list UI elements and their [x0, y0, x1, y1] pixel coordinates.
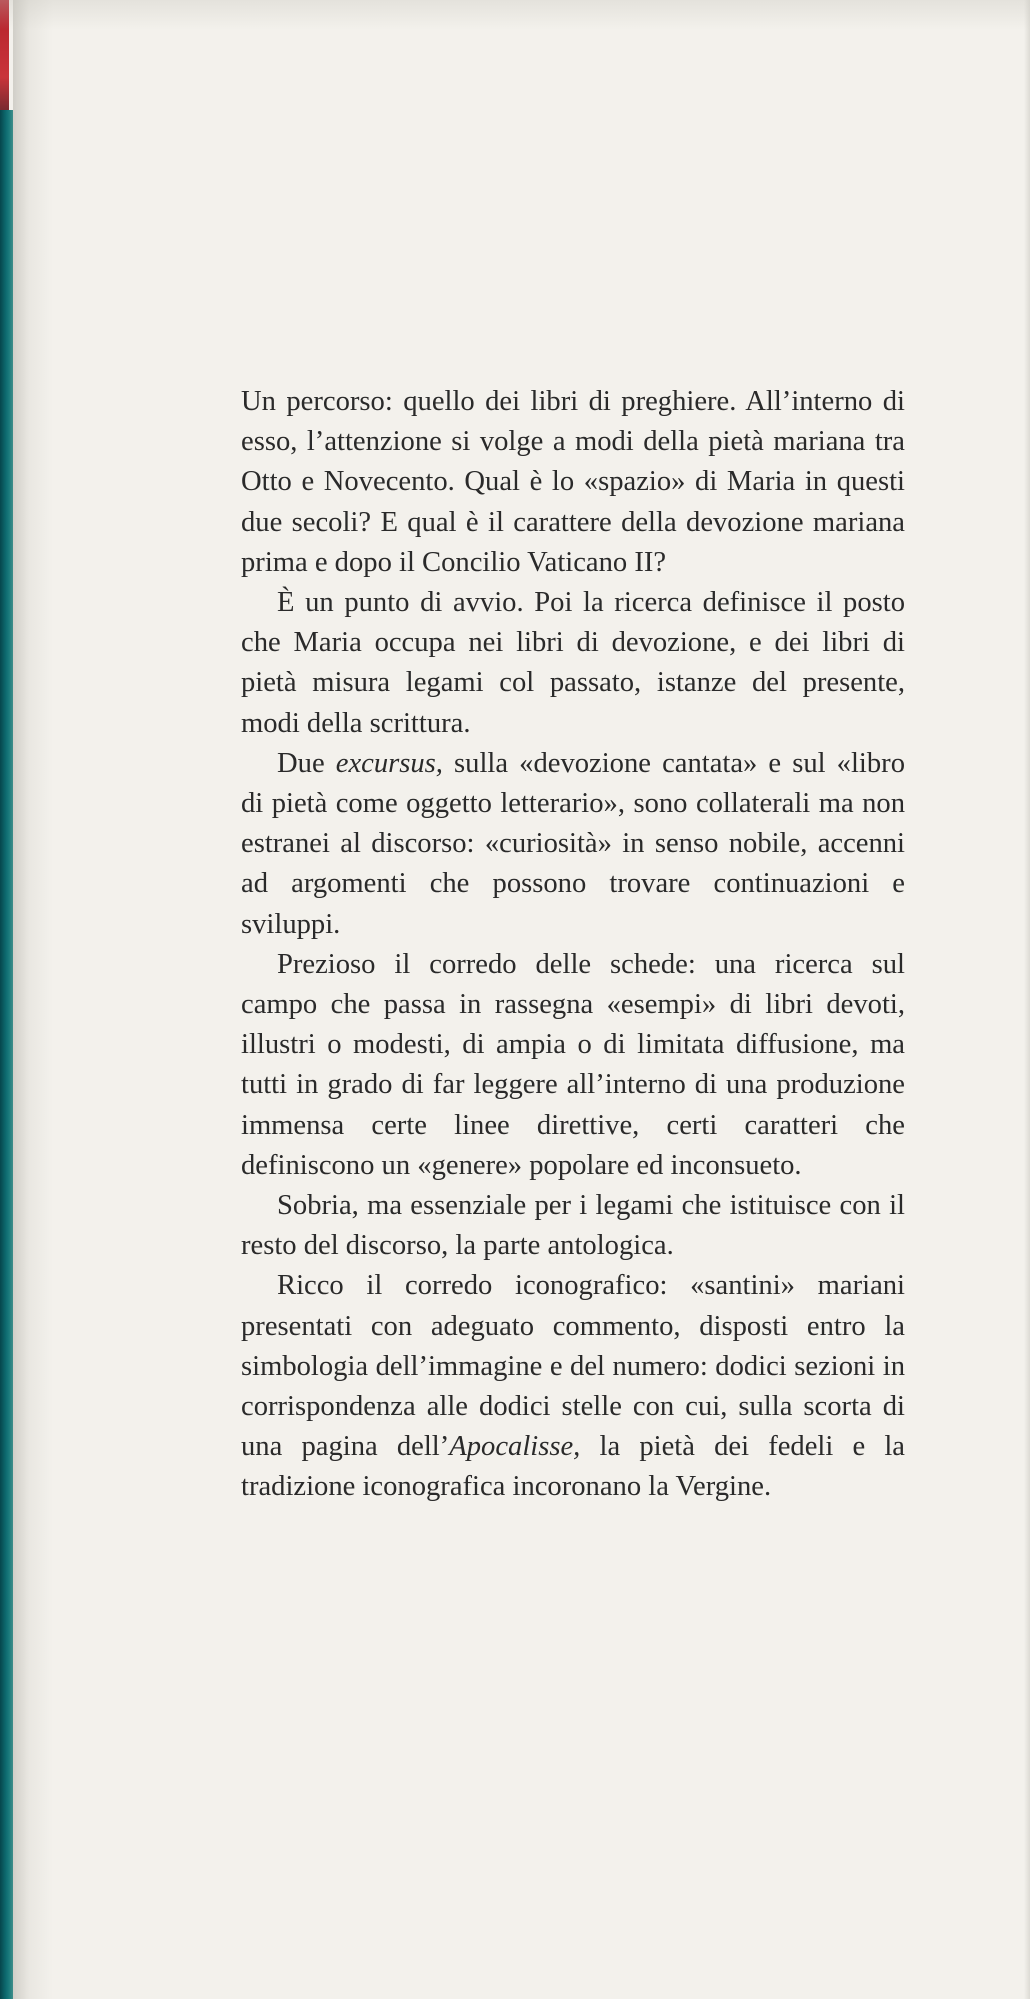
- paragraph-2-text: È un punto di avvio. Poi la ricerca definisce il posto che Maria occupa nei libri di devozione, e dei libri di pietà misura legami col passato, istanze del presente, modi della scrittura.: [241, 587, 905, 739]
- paragraph-1: [241, 382, 905, 583]
- right-page-edge: [1024, 0, 1030, 1999]
- paragraph-6-italic-apocalisse: Apocalisse,: [449, 1431, 581, 1463]
- paragraph-6: [241, 1266, 905, 1507]
- paragraph-3: [241, 744, 905, 945]
- paragraph-4: [241, 945, 905, 1186]
- paragraph-3-text-b: sulla «devozione cantata» e sul «libro di pietà come oggetto letterario», sono collaterali ma non estranei al discorso: «curiosità» in senso nobile, accenni ad argomenti che possono trovare continuazioni e sviluppi.: [241, 747, 905, 940]
- paragraph-3-text-a: Due: [277, 747, 336, 779]
- back-cover-blurb: [241, 382, 905, 1508]
- spine-shadow: [13, 0, 53, 1999]
- paragraph-6-text-a: Ricco il corredo iconografico: «santini» mariani presentati con adeguato commento, disposti entro la simbologia dell’immagine e del numero: dodici sezioni in corrispondenza alle dodici stelle con cui, sulla scorta di una pagina dell’: [241, 1270, 905, 1463]
- paragraph-3-italic-excursus: excursus,: [335, 747, 443, 779]
- paragraph-1-text: Un percorso: quello dei libri di preghiere. All’interno di esso, l’attenzione si volge a modi della pietà mariana tra Otto e Novecento. Qual è lo «spazio» di Maria in questi due secoli? E qual è il carattere della devozione mariana prima e dopo il Concilio Vaticano II?: [241, 386, 905, 578]
- paragraph-2: [241, 583, 905, 744]
- paragraph-5: [241, 1186, 905, 1266]
- paragraph-4-text: Prezioso il corredo delle schede: una ricerca sul campo che passa in rassegna «esempi» di libri devoti, illustri o modesti, di ampia o di limitata diffusione, ma tutti in grado di far leggere all’interno di una produzione immensa certe linee direttive, certi caratteri che definiscono un «genere» popolare ed inconsueto.: [241, 948, 905, 1181]
- paragraph-6-text-b: la pietà dei fedeli e la tradizione iconografica incoronano la Vergine.: [241, 1431, 905, 1503]
- paragraph-5-text: Sobria, ma essenziale per i legami che istituisce con il resto del discorso, la parte antologica.: [241, 1190, 905, 1262]
- top-shade: [0, 0, 1030, 30]
- spine-teal-strip: [0, 110, 13, 1999]
